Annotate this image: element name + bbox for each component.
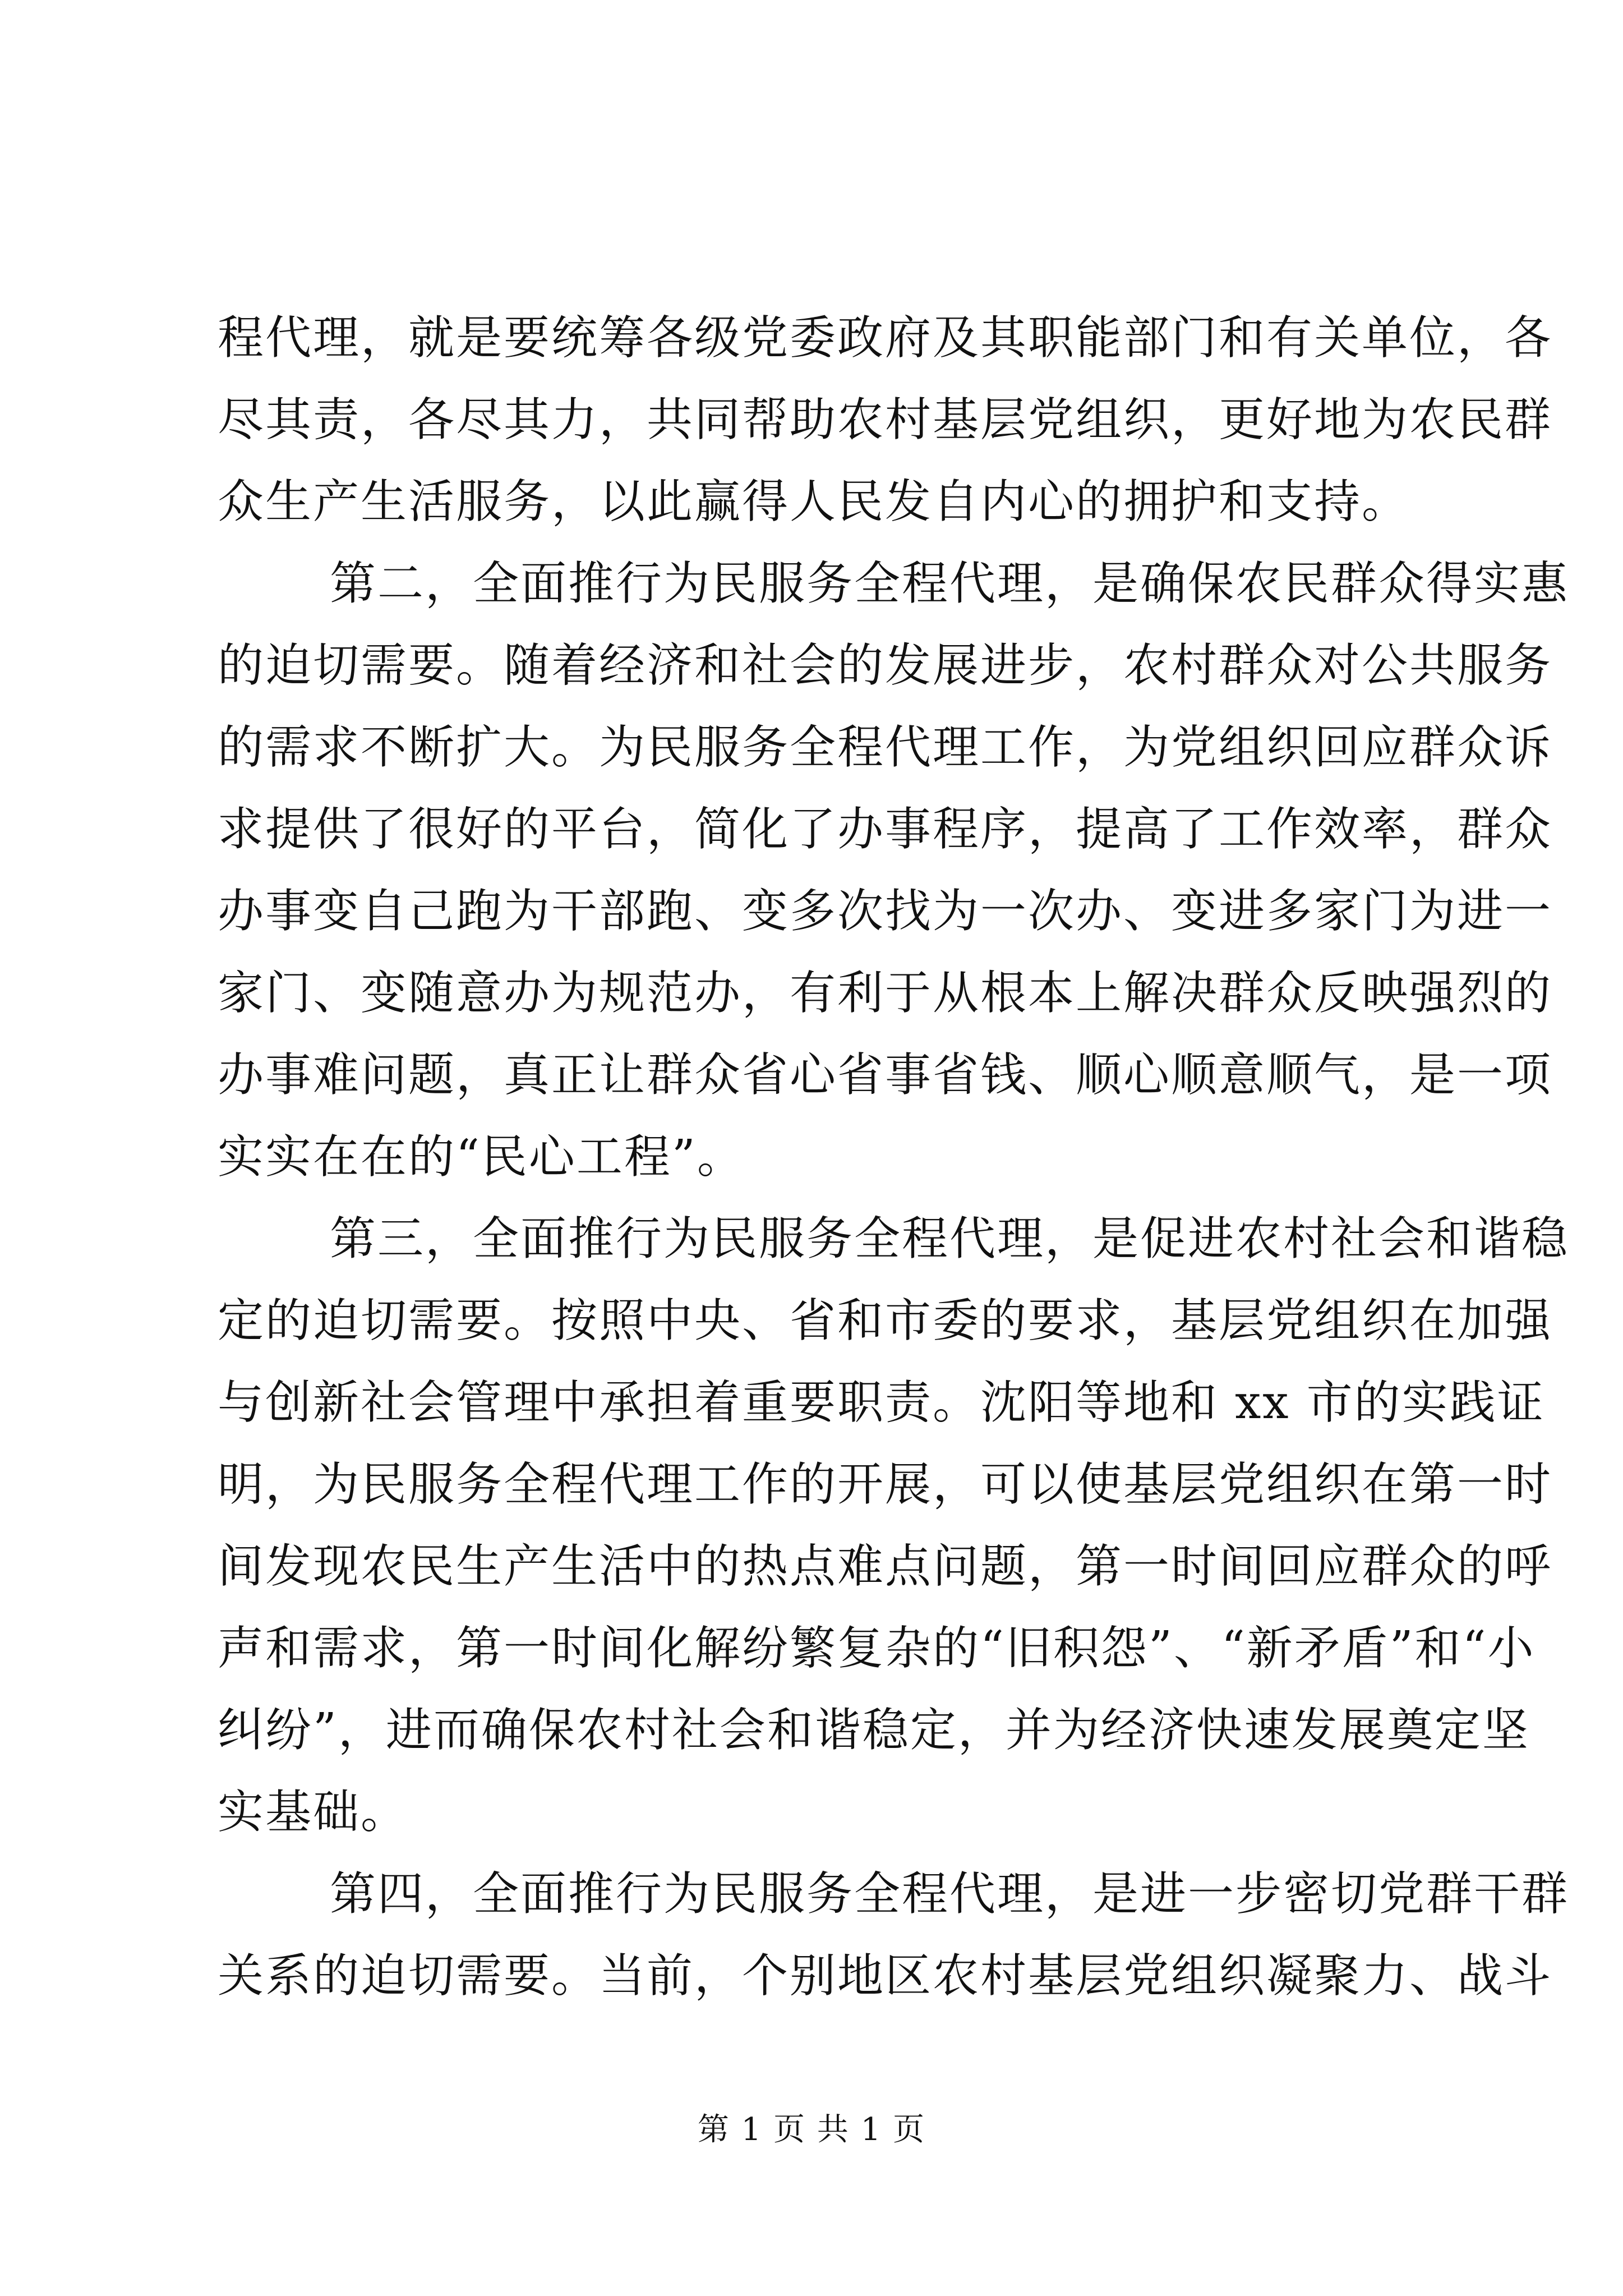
text-line: 关系的迫切需要。当前，个别地区农村基层党组织凝聚力、战斗 — [218, 1949, 1553, 2003]
document-body — [218, 297, 1570, 2017]
text-line: 明，为民服务全程代理工作的开展，可以使基层党组织在第一时 — [218, 1458, 1553, 1511]
text-line: 实实在在的“民心工程”。 — [218, 1130, 745, 1184]
text-line: 的迫切需要。随着经济和社会的发展进步，农村群众对公共服务 — [218, 639, 1553, 692]
text-line: 实基础。 — [218, 1786, 409, 1839]
page-number: 第 1 页 共 1 页 — [697, 2111, 926, 2148]
text-line: 的需求不断扩大。为民服务全程代理工作，为党组织回应群众诉 — [218, 721, 1553, 774]
text-line: 家门、变随意办为规范办，有利于从根本上解决群众反映强烈的 — [218, 967, 1553, 1020]
text-line: 与创新社会管理中承担着重要职责。沈阳等地和 xx 市的实践证 — [218, 1376, 1545, 1429]
text-line: 求提供了很好的平台，简化了办事程序，提高了工作效率，群众 — [218, 803, 1553, 856]
text-line: 尽其责，各尽其力，共同帮助农村基层党组织，更好地为农民群 — [218, 393, 1553, 447]
text-line: 程代理，就是要统筹各级党委政府及其职能部门和有关单位，各 — [218, 311, 1553, 365]
text-line: 第三，全面推行为民服务全程代理，是促进农村社会和谐稳 — [330, 1212, 1570, 1266]
text-line: 办事难问题，真正让群众省心省事省钱、顺心顺意顺气，是一项 — [218, 1048, 1553, 1102]
text-line: 第四，全面推行为民服务全程代理，是进一步密切党群干群 — [330, 1867, 1570, 1921]
text-line: 众生产生活服务，以此赢得人民发自内心的拥护和支持。 — [218, 475, 1410, 528]
text-line: 办事变自己跑为干部跑、变多次找为一次办、变进多家门为进一 — [218, 885, 1553, 938]
text-line: 第二，全面推行为民服务全程代理，是确保农民群众得实惠 — [330, 557, 1570, 610]
text-line: 声和需求，第一时间化解纷繁复杂的“旧积怨”、“新矛盾”和“小 — [218, 1622, 1536, 1675]
page-footer — [0, 2110, 1623, 2150]
text-line: 纠纷”，进而确保农村社会和谐稳定，并为经济快速发展奠定坚 — [218, 1704, 1530, 1757]
text-line: 定的迫切需要。按照中央、省和市委的要求，基层党组织在加强 — [218, 1294, 1553, 1347]
text-line: 间发现农民生产生活中的热点难点问题，第一时间回应群众的呼 — [218, 1540, 1553, 1593]
